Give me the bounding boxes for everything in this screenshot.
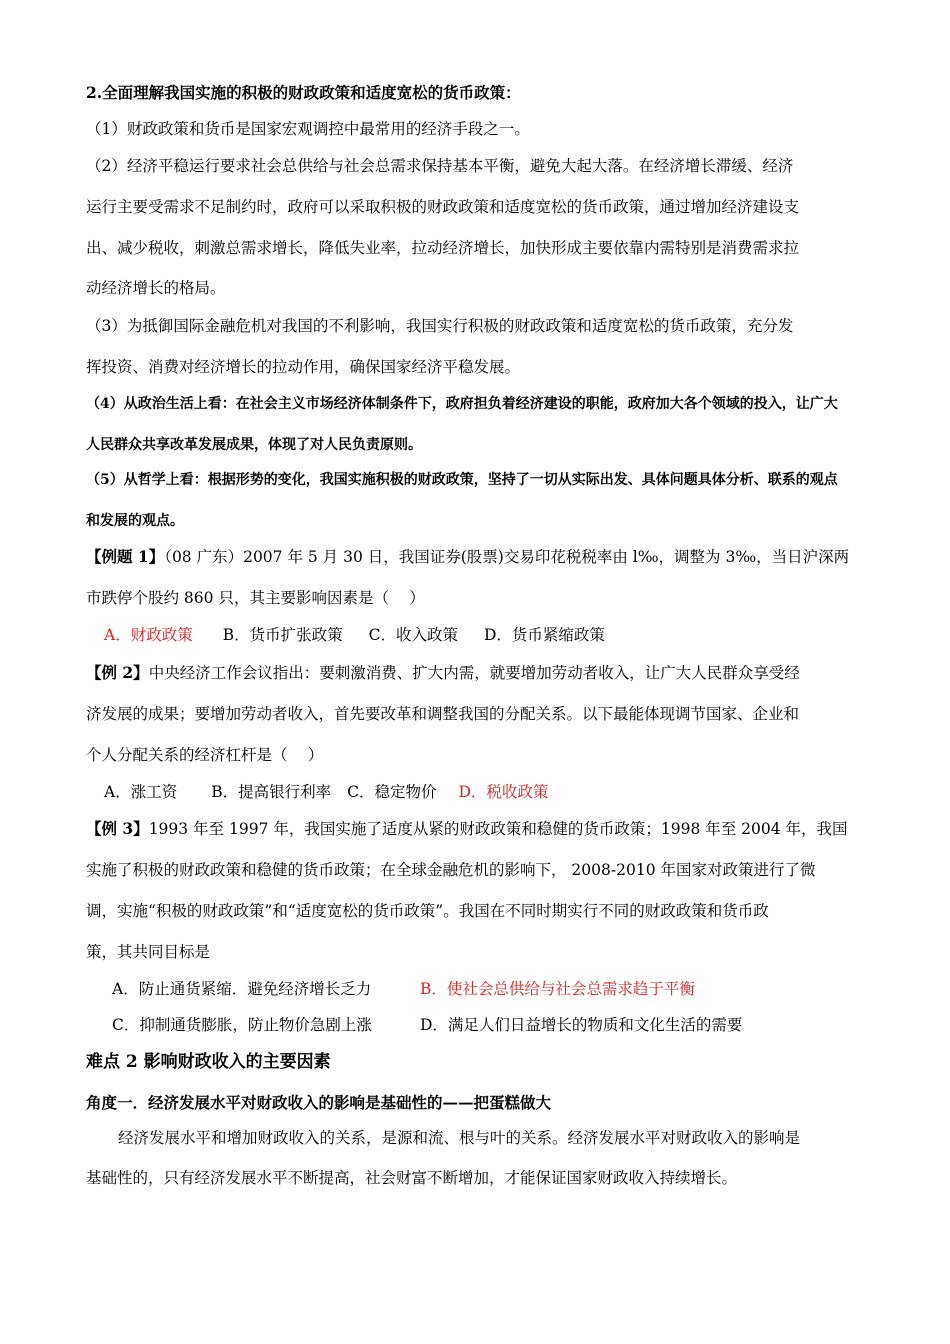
example-3-line-2: 实施了积极的财政政策和稳健的货币政策；在全球金融危机的影响下， 2008-2010 年国家对政策进行了微: [86, 861, 816, 879]
example-1-option-a: A．财政政策: [104, 626, 193, 644]
angle-heading: 角度一．经济发展水平对财政收入的影响是基础性的——把蛋糕做大: [86, 1093, 552, 1112]
example-2-line-3: 个人分配关系的经济杠杆是（ ）: [86, 746, 324, 764]
example-2-option-c: C．稳定物价: [347, 783, 437, 801]
example-1-options: [104, 625, 605, 645]
example-1-option-c: C．收入政策: [368, 626, 458, 644]
point-2-line-4: 动经济增长的格局。: [86, 279, 226, 297]
point-3-line-1: （3）为抵御国际金融危机对我国的不利影响，我国实行积极的财政政策和适度宽松的货币政策，充分发: [86, 317, 794, 335]
example-1-option-d: D．货币紧缩政策: [483, 626, 605, 644]
point-2-line-3: 出、减少税收，刺激总需求增长，降低失业率，拉动经济增长，加快形成主要依靠内需特别是消费需求拉: [86, 239, 800, 257]
example-1-label: 【例题 1】: [86, 547, 165, 566]
example-3-options-row-1: [112, 979, 695, 999]
closing-line-1: 经济发展水平和增加财政收入的关系，是源和流、根与叶的关系。经济发展水平对财政收入的影响是: [118, 1129, 801, 1147]
example-3-option-d: D．满足人们日益增长的物质和文化生活的需要: [420, 1016, 743, 1034]
point-4-line-2: 人民群众共享改革发展成果，体现了对人民负责原则。: [86, 437, 422, 453]
example-3-option-c: C．抑制通货膨胀，防止物价急剧上涨: [112, 1016, 372, 1034]
example-2-line-2: 济发展的成果；要增加劳动者收入，首先要改革和调整我国的分配关系。以下最能体现调节国家、企业和: [86, 705, 800, 723]
example-2-options: [104, 782, 548, 802]
difficulty-heading: 难点 2 影响财政收入的主要因素: [86, 1052, 331, 1072]
example-3-line-1: [86, 819, 848, 839]
example-1-line-2: 市跌停个股约 860 只，其主要影响因素是（ ）: [86, 589, 425, 607]
example-2-text-1: 中央经济工作会议指出：要刺激消费、扩大内需，就要增加劳动者收入，让广大人民群众享受经: [148, 664, 800, 682]
closing-line-2: 基础性的，只有经济发展水平不断提高，社会财富不断增加，才能保证国家财政收入持续增长。: [86, 1169, 738, 1187]
point-2-line-2: 运行主要受需求不足制约时，政府可以采取积极的财政政策和适度宽松的货币政策，通过增加经济建设支: [86, 198, 800, 216]
point-2-line-1: （2）经济平稳运行要求社会总供给与社会总需求保持基本平衡，避免大起大落。在经济增长滞缓、经济: [86, 157, 794, 175]
point-3-line-2: 挥投资、消费对经济增长的拉动作用，确保国家经济平稳发展。: [86, 358, 521, 376]
example-1-text-1: （08 广东）2007 年 5 月 30 日，我国证券(股票)交易印花税税率由 l‰，调整为 3‰，当日沪深两: [164, 548, 850, 566]
example-3-label: 【例 3】: [86, 819, 149, 838]
example-1-line-1: [86, 547, 849, 567]
example-3-option-b: B．使社会总供给与社会总需求趋于平衡: [420, 980, 695, 998]
section-title: 2.全面理解我国实施的积极的财政政策和适度宽松的货币政策：: [86, 83, 521, 102]
point-1-line-1: （1）财政政策和货币是国家宏观调控中最常用的经济手段之一。: [86, 120, 530, 138]
point-5-line-1: （5）从哲学上看：根据形势的变化，我国实施积极的财政政策，坚持了一切从实际出发、具体问题具体分析、联系的观点: [86, 472, 838, 488]
example-3-option-a: A．防止通货紧缩．避免经济增长乏力: [112, 980, 372, 998]
example-3-options-row-2: [112, 1015, 742, 1035]
point-5-line-2: 和发展的观点。: [86, 513, 184, 529]
example-3-line-3: 调，实施“积极的财政政策”和“适度宽松的货币政策”。我国在不同时期实行不同的财政政策和货币政: [86, 902, 769, 920]
example-2-option-b: B．提高银行利率: [211, 783, 332, 801]
point-4-line-1: （4）从政治生活上看：在社会主义市场经济体制条件下，政府担负着经济建设的职能，政府加大各个领域的投入，让广大: [86, 396, 838, 412]
example-3-text-1: 1993 年至 1997 年，我国实施了适度从紧的财政政策和稳健的货币政策；1998 年至 2004 年，我国: [148, 820, 848, 838]
example-1-option-b: B．货币扩张政策: [222, 626, 343, 644]
example-3-line-4: 策，其共同目标是: [86, 943, 211, 961]
example-2-line-1: [86, 663, 800, 683]
example-2-option-d: D．税收政策: [458, 783, 549, 801]
example-2-option-a: A．涨工资: [104, 783, 178, 801]
example-2-label: 【例 2】: [86, 663, 149, 682]
